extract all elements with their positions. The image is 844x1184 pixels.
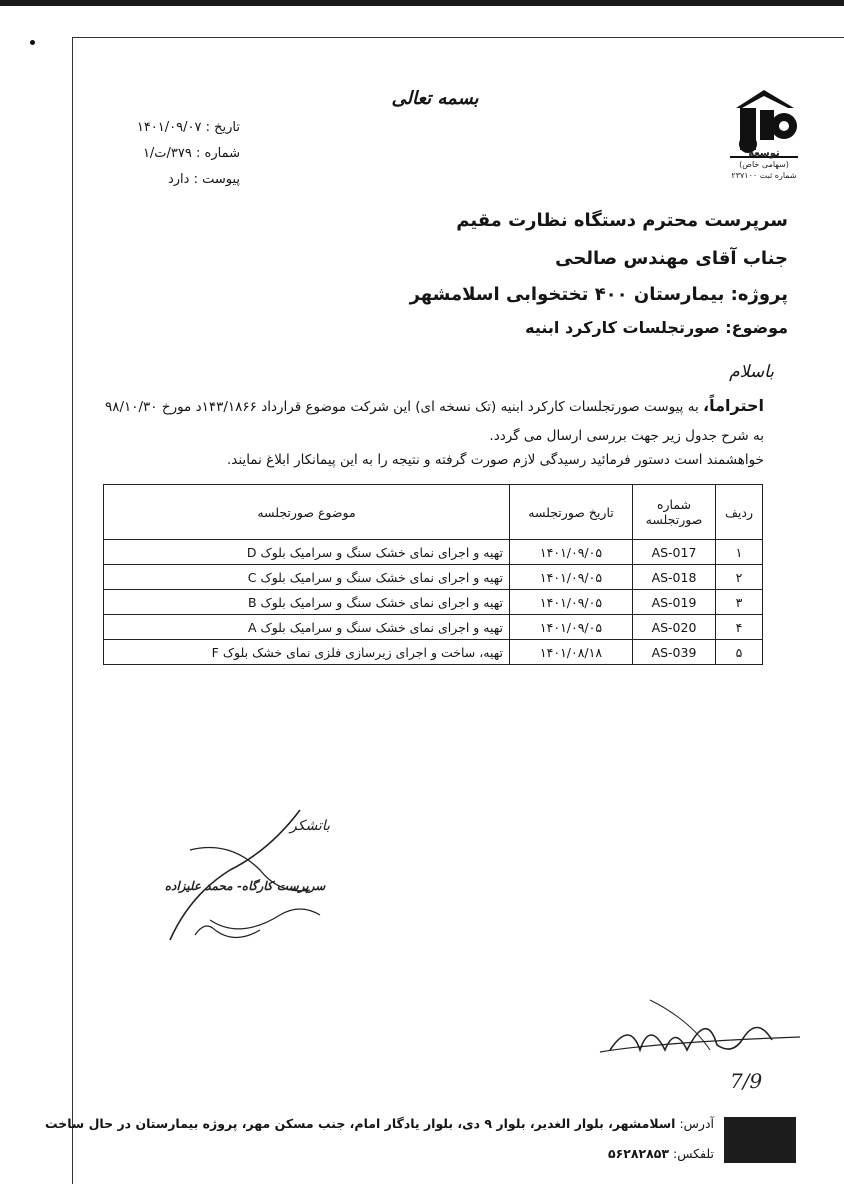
invocation: بسمه تعالی bbox=[391, 88, 479, 109]
logo-caption: توسعه bbox=[748, 148, 780, 159]
telfax-number: ۵۶۲۸۲۸۵۳ bbox=[607, 1146, 670, 1161]
address-text: اسلامشهر، بلوار الغدیر، بلوار ۹ دی، بلوار یادگار امام، جنب مسکن مهر، پروژه بیمارستان در حال ساخت bbox=[45, 1116, 676, 1131]
header-session-date: تاریخ صورتجلسه bbox=[510, 485, 633, 540]
cell-date: ۱۴۰۱/۰۹/۰۵ bbox=[510, 590, 633, 615]
cell-date: ۱۴۰۱/۰۹/۰۵ bbox=[510, 540, 633, 565]
cell-date: ۱۴۰۱/۰۹/۰۵ bbox=[510, 565, 633, 590]
number-value: ۳۷۹/ت/۱ bbox=[142, 146, 192, 161]
receipt-signature bbox=[590, 990, 810, 1100]
cell-row: ۲ bbox=[716, 565, 763, 590]
table-row bbox=[104, 590, 763, 615]
cell-subject: تهیه و اجرای نمای خشک سنگ و سرامیک بلوک B bbox=[104, 590, 510, 615]
table-header-row bbox=[104, 485, 763, 540]
telfax-label: تلفکس: bbox=[673, 1146, 714, 1161]
scan-edge bbox=[0, 0, 844, 6]
table-row bbox=[104, 540, 763, 565]
greeting: باسلام bbox=[729, 362, 774, 382]
addressee-title: سرپرست محترم دستگاه نظارت مقیم bbox=[456, 210, 788, 231]
addressee-name: جناب آقای مهندس صالحی bbox=[555, 248, 788, 269]
cell-row: ۴ bbox=[716, 615, 763, 640]
cell-row: ۱ bbox=[716, 540, 763, 565]
cell-row: ۵ bbox=[716, 640, 763, 665]
table-row bbox=[104, 615, 763, 640]
cell-number: AS-039 bbox=[633, 640, 716, 665]
table-row bbox=[104, 640, 763, 665]
logo-subcaption: (سهامی خاص) bbox=[739, 160, 789, 169]
cell-subject: تهیه و اجرای نمای خشک سنگ و سرامیک بلوک A bbox=[104, 615, 510, 640]
cell-number: AS-017 bbox=[633, 540, 716, 565]
signature-closing: باتشکر bbox=[289, 818, 331, 834]
date-line bbox=[110, 120, 240, 135]
registration-number: شماره ثبت ۲۳۷۱۰۰ bbox=[731, 171, 797, 180]
header-session-number: شماره صورتجلسه bbox=[633, 485, 716, 540]
cell-number: AS-020 bbox=[633, 615, 716, 640]
table-row bbox=[104, 565, 763, 590]
attachment-value: دارد bbox=[167, 172, 190, 187]
number-line bbox=[110, 146, 240, 161]
address-label: آدرس: bbox=[679, 1116, 714, 1131]
sessions-table bbox=[103, 484, 763, 665]
cell-row: ۳ bbox=[716, 590, 763, 615]
logo-caption-block bbox=[726, 148, 802, 181]
body-paragraph-3: خواهشمند است دستور فرمائید رسیدگی لازم صورت گرفته و نتیجه را به این پیمانکار ابلاغ نمایند. bbox=[226, 452, 764, 468]
footer-address bbox=[45, 1116, 714, 1131]
body-text-1: به پیوست صورتجلسات کارکرد ابنیه (تک نسخه ای) این شرکت موضوع قرارداد ۱۴۳/۱۸۶۶د مورخ ۹۸/۱۰/۳۰ bbox=[104, 399, 699, 415]
body-paragraph-1 bbox=[105, 396, 764, 415]
cell-subject: تهیه، ساخت و اجرای زیرسازی فلزی نمای خشک بلوک F bbox=[104, 640, 510, 665]
cell-subject: تهیه و اجرای نمای خشک سنگ و سرامیک بلوک C bbox=[104, 565, 510, 590]
footer-logo-block bbox=[724, 1117, 796, 1163]
body-paragraph-2: به شرح جدول زیر جهت بررسی ارسال می گردد. bbox=[489, 428, 764, 444]
cell-date: ۱۴۰۱/۰۸/۱۸ bbox=[510, 640, 633, 665]
subject-line: موضوع: صورتجلسات کارکرد ابنیه bbox=[525, 318, 788, 337]
attachment-line bbox=[110, 172, 240, 187]
handwritten-signature bbox=[150, 790, 360, 960]
cell-number: AS-018 bbox=[633, 565, 716, 590]
receipt-note: 7/9 bbox=[730, 1069, 763, 1093]
date-label: تاریخ : bbox=[205, 120, 240, 135]
footer-telfax bbox=[608, 1146, 714, 1161]
signature-signer: سرپرست کارگاه- محمد علیزاده bbox=[164, 879, 326, 893]
project-line: پروژه: بیمارستان ۴۰۰ تختخوابی اسلامشهر bbox=[409, 284, 788, 305]
attachment-label: پیوست : bbox=[193, 172, 240, 187]
respect-word: احتراماً، bbox=[703, 396, 764, 415]
cell-date: ۱۴۰۱/۰۹/۰۵ bbox=[510, 615, 633, 640]
header-row-number: ردیف bbox=[716, 485, 763, 540]
cell-number: AS-019 bbox=[633, 590, 716, 615]
number-label: شماره : bbox=[196, 146, 240, 161]
scan-speck bbox=[30, 40, 35, 45]
cell-subject: تهیه و اجرای نمای خشک سنگ و سرامیک بلوک D bbox=[104, 540, 510, 565]
header-session-subject: موضوع صورتجلسه bbox=[104, 485, 510, 540]
date-value: ۱۴۰۱/۰۹/۰۷ bbox=[136, 120, 202, 135]
